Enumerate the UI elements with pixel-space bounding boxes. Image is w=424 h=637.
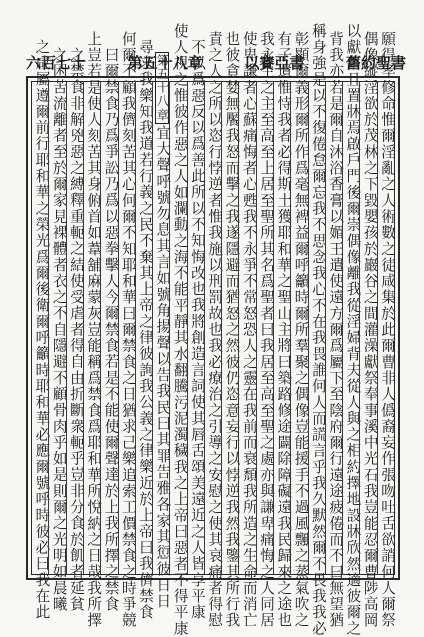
text-column: 我永生之主至高至上居至聖所其名爲聖者曰我居至高至聖之處亦與謙卑痛悔之人同居 bbox=[256, 82, 273, 574]
text-column: 稱身強是以不復倦怠爾忘我不思念我心不在我畏誰何人而謊言乎我久默然爾不畏我我必 bbox=[308, 82, 325, 574]
text-column: 使人視之惟彼作惡之人如瀾動之海不能平靜其水翻騰污泥濁穢我之上帝曰惡者不得平康 bbox=[169, 82, 186, 574]
text-column: 上豈若是使人刻苦其身俯首如葦舖麻蒙灰豈能稱爲禁食爲耶和華所悅納之日哉我所擇 bbox=[83, 82, 100, 574]
text-column: 之咸屬遵爾前行耶和華之榮光爲爾後衛爾呼籲時耶和華必應爾號呼時彼必曰我在此 bbox=[33, 39, 51, 621]
chapter-start-marker: 第五十八章 bbox=[155, 53, 170, 122]
book-title: 舊約聖書 bbox=[345, 53, 406, 72]
chapter-start-text: 宜大聲呼號勿息其言如號角揚聲以告我民曰其罪告雅各家其愆彼日日 bbox=[154, 124, 172, 610]
text-column: 責之人之所以恣行悖逆者惟我施以刑罰故也我必療治之引導之安慰之使其哀痛者得慰 bbox=[204, 82, 221, 574]
text-column-chapter-start bbox=[152, 53, 172, 610]
text-column: 也彼貪婪無饜我怒而擊之我遂隱避而猶怒之然彼仍恣意妄行以悖逆我然我鑒其所行我 bbox=[221, 82, 238, 574]
book-name: 以賽亞書 bbox=[244, 53, 305, 72]
text-column: 背我亦若是爾自沐浴香膏以媚王遣使遠方爾爲屬下至陰府爾行遠途疲倦而不曰無望猶 bbox=[325, 82, 342, 574]
text-column: 有子遺惟恃我者必得斯土獲耶和華之聖山主將曰築路修途闢除障礙遠我民歸來之途也 bbox=[273, 82, 290, 574]
page-number: 六百七十 bbox=[26, 53, 87, 72]
text-column: 以獻祭且置牀焉啟戶門後爾崇偶像離我從淫婦背夫從人與之相約擇地設牀欣然適彼爾之 bbox=[342, 82, 359, 574]
text-column: 之困苦流離者至於爾家見裸體者衣之不自隱避不顧骨肉乎如是則爾之光明如晨曦 bbox=[48, 82, 65, 574]
text-column: 願得孝修命惟爾淫亂之人術數之徒咸集於此爾曹非人僞裔妄作張吻吐舌欲誚何人爾祭 bbox=[377, 82, 394, 574]
text-column: 偶像縱淫欲於茂林之下毀嬰孩於巖谷之間灌澡獻祭奉事溪中光石我豈能忍爾曹陟高岡 bbox=[359, 82, 376, 574]
text-column: 不以爲惡反以爲善此所以不知悔改也我將創造言詞使其唇舌頌美遠近之人皆享平康 bbox=[187, 82, 204, 574]
text-column: 之禁食非解兇惡之縛釋重軛之結使受虐者得自由折斷衆軛乎豈非分食於飢者延貧 bbox=[66, 82, 83, 574]
text-column: 使卑謙者心蘇痛悔者心甦我不永爭不常怒恐人之靈在我前而衰頹我所造之生命而消亡 bbox=[238, 82, 255, 574]
text-column: 彰顯爾義形爾所作爲毫無裨益爾呼籲時爾所羣聚之偶像豈能援手不過風飄之蒸氣吹之 bbox=[290, 82, 307, 574]
chapter-label: 第五十八章 bbox=[127, 53, 203, 72]
text-column: 何爾不顧我儕刻苦其心何爾不知耶和華曰爾禁食之日猶求己樂追索工價禁食之時爭競 bbox=[118, 82, 135, 574]
text-column: 曰爾禁食乃爲爭訟乃爲以惡拳擊人今爾禁食若是不能使爾聲達於上我所擇之禁食 bbox=[100, 82, 117, 574]
text-column: 尋求我樂知我道若行義之民不棄其上帝之律彼詢我公義之律樂近於上帝曰我儕禁食 bbox=[135, 82, 152, 574]
